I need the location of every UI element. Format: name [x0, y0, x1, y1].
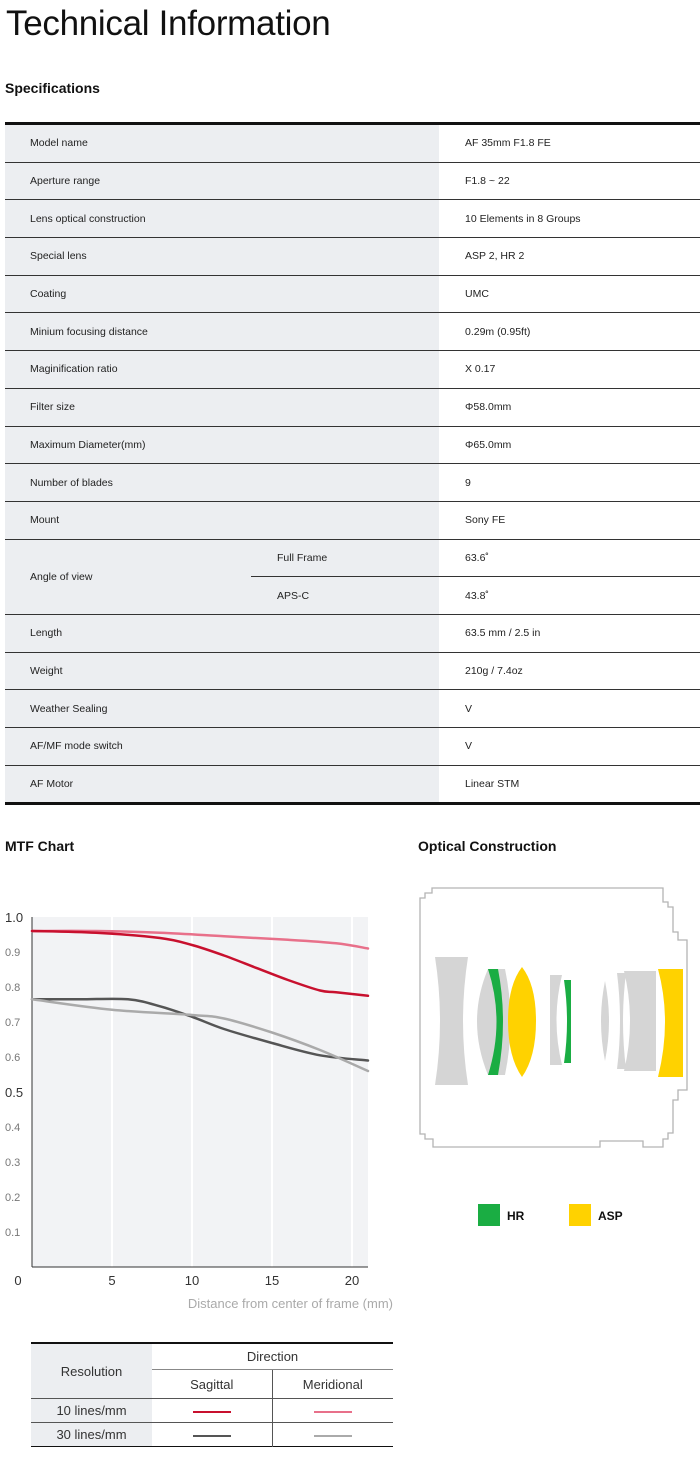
direction-table [31, 1342, 393, 1447]
lens-element-7 [624, 971, 656, 1071]
spec-value: V [439, 728, 700, 766]
asp-legend-swatch [569, 1204, 591, 1226]
spec-label: Number of blades [5, 464, 439, 502]
spec-label: Mount [5, 501, 439, 539]
angle-of-view-label: Angle of view [5, 539, 251, 614]
mtf-y-tick-label: 0.9 [5, 947, 21, 959]
hr-legend-swatch [478, 1204, 500, 1226]
mtf-y-tick-label: 0.8 [5, 982, 21, 994]
table-row [5, 351, 700, 389]
direction-header: Direction [152, 1343, 393, 1370]
lens-element-6 [617, 973, 626, 1069]
spec-value: 210g / 7.4oz [439, 652, 700, 690]
mtf-y-tick-label: 0.6 [5, 1052, 21, 1064]
spec-label: Weight [5, 652, 439, 690]
mtf-x-ticks [14, 1273, 359, 1288]
hr-element-2 [564, 980, 571, 1063]
row-label-10-lines: 10 lines/mm [31, 1399, 152, 1423]
mtf-x-tick-label: 10 [184, 1273, 200, 1288]
spec-label: Model name [5, 124, 439, 163]
resolution-header: Resolution [31, 1343, 152, 1399]
table-row [5, 275, 700, 313]
mtf-y-tick-label: 0.5 [5, 1085, 24, 1100]
mtf-y-tick-label: 1.0 [5, 910, 24, 925]
spec-label: Lens optical construction [5, 200, 439, 238]
meridional-header: Meridional [272, 1370, 393, 1399]
table-row [5, 539, 700, 577]
table-row [5, 238, 700, 276]
mtf-x-tick-label: 0 [14, 1273, 22, 1288]
mtf-y-tick-label: 0.7 [5, 1017, 21, 1029]
table-row [5, 501, 700, 539]
mtf-y-tick-label: 0.3 [5, 1157, 21, 1169]
spec-value: Φ58.0mm [439, 388, 700, 426]
full-frame-label: Full Frame [251, 539, 439, 577]
spec-label: Weather Sealing [5, 690, 439, 728]
hr-legend-label: HR [507, 1209, 525, 1223]
table-row [5, 765, 700, 804]
table-row [5, 614, 700, 652]
sagittal-header: Sagittal [152, 1370, 272, 1399]
table-row [5, 388, 700, 426]
mtf-x-tick-label: 15 [264, 1273, 280, 1288]
lens-element-4 [550, 975, 562, 1065]
spec-value: 10 Elements in 8 Groups [439, 200, 700, 238]
lens-element-1 [435, 957, 468, 1085]
spec-value: ASP 2, HR 2 [439, 238, 700, 276]
spec-value: Linear STM [439, 765, 700, 804]
spec-label: AF Motor [5, 765, 439, 804]
mtf-grid [32, 917, 368, 1267]
spec-label: Filter size [5, 388, 439, 426]
table-row [31, 1399, 393, 1423]
spec-label: Minium focusing distance [5, 313, 439, 351]
specifications-heading: Specifications [5, 80, 100, 96]
mtf-chart-heading: MTF Chart [5, 838, 75, 854]
mtf-y-tick-label: 0.4 [5, 1122, 21, 1134]
asp-element-2 [658, 969, 683, 1077]
spec-value: 9 [439, 464, 700, 502]
mtf-y-tick-label: 0.1 [5, 1227, 21, 1239]
apsc-label: APS-C [251, 577, 439, 615]
table-row [5, 313, 700, 351]
sagittal-10-cell [152, 1399, 272, 1423]
table-row [5, 200, 700, 238]
table-row [5, 426, 700, 464]
sagittal-30-line-sample [193, 1435, 231, 1437]
spec-value: Φ65.0mm [439, 426, 700, 464]
sagittal-10-line-sample [193, 1411, 231, 1413]
asp-element-1 [508, 967, 536, 1077]
spec-value: V [439, 690, 700, 728]
table-row [5, 124, 700, 163]
mtf-chart [0, 900, 400, 1320]
optical-construction-heading: Optical Construction [418, 838, 557, 854]
specifications-body [5, 124, 700, 804]
spec-label: Aperture range [5, 162, 439, 200]
table-row [5, 652, 700, 690]
spec-label: AF/MF mode switch [5, 728, 439, 766]
mtf-x-tick-label: 20 [344, 1273, 360, 1288]
mtf-y-tick-label: 0.2 [5, 1192, 21, 1204]
spec-label: Maginification ratio [5, 351, 439, 389]
meridional-30-line-sample [314, 1435, 352, 1437]
row-label-30-lines: 30 lines/mm [31, 1423, 152, 1447]
mtf-x-axis-label: Distance from center of frame (mm) [187, 1296, 393, 1311]
mtf-y-ticks [5, 910, 23, 1239]
mtf-x-tick-label: 5 [108, 1273, 116, 1288]
spec-label: Maximum Diameter(mm) [5, 426, 439, 464]
sagittal-30-cell [152, 1423, 272, 1447]
spec-value: F1.8 ~ 22 [439, 162, 700, 200]
table-row [31, 1423, 393, 1447]
table-row [5, 728, 700, 766]
mtf-plot-area [32, 917, 368, 1267]
spec-value: UMC [439, 275, 700, 313]
specifications-table [5, 122, 700, 805]
meridional-30-cell [272, 1423, 393, 1447]
full-frame-value: 63.6˚ [439, 539, 700, 577]
spec-value: X 0.17 [439, 351, 700, 389]
spec-value: Sony FE [439, 501, 700, 539]
table-row [5, 162, 700, 200]
table-row [5, 690, 700, 728]
optical-construction-diagram [410, 885, 700, 1165]
asp-legend-label: ASP [598, 1209, 623, 1223]
spec-label: Special lens [5, 238, 439, 276]
spec-label: Length [5, 614, 439, 652]
meridional-10-cell [272, 1399, 393, 1423]
apsc-value: 43.8˚ [439, 577, 700, 615]
table-row [5, 464, 700, 502]
lens-element-5 [601, 981, 609, 1061]
spec-value: 0.29m (0.95ft) [439, 313, 700, 351]
spec-value: AF 35mm F1.8 FE [439, 124, 700, 163]
page-title: Technical Information [6, 4, 331, 43]
meridional-10-line-sample [314, 1411, 352, 1413]
spec-value: 63.5 mm / 2.5 in [439, 614, 700, 652]
spec-label: Coating [5, 275, 439, 313]
